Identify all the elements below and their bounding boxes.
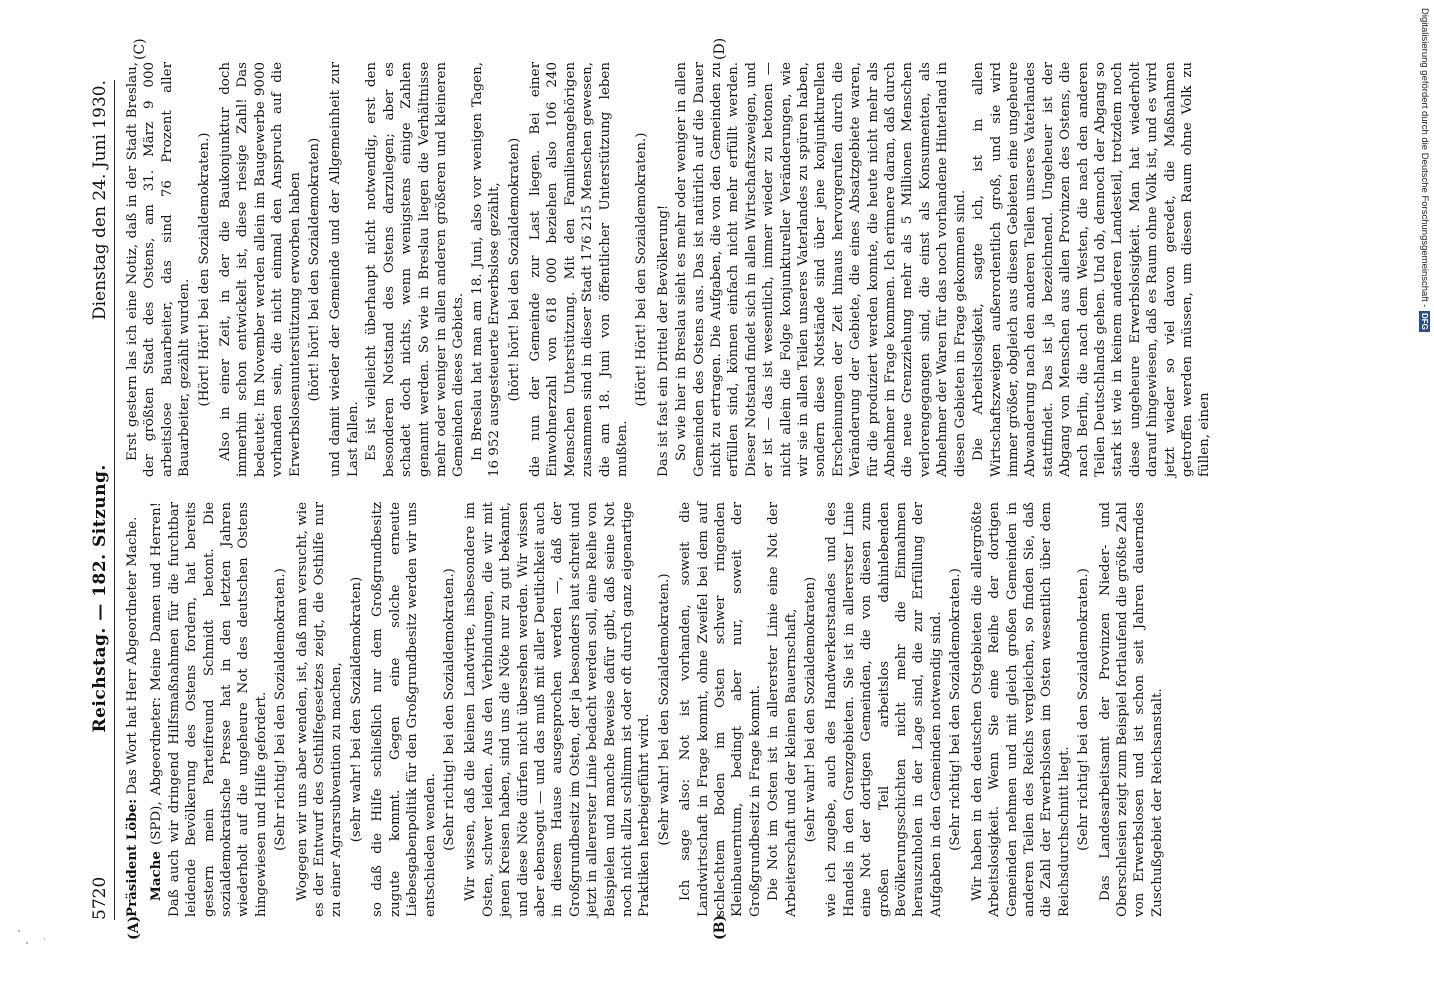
paragraph — [469, 62, 504, 477]
session-title: Reichstag. — 182. Sitzung. — [90, 464, 110, 733]
interjection — [196, 62, 213, 477]
paragraph — [765, 502, 800, 917]
paragraph-text: (sehr wahr! bei den Sozialdemokraten) — [348, 576, 364, 843]
interjection — [441, 502, 458, 917]
paragraph — [217, 62, 304, 477]
interjection — [272, 502, 289, 917]
paragraph-text: (Sehr richtig! bei den Sozialdemokraten.) — [441, 568, 457, 851]
paragraph-text: (SPD), Abgeordneter: Meine Damen und Herren! Daß auch wir dringend Hilfsmaßnahmen für die furchtbar leidende Bevölkerung des Ostens fordern, hat bereits gestern mein Parteifreund Schmidt betont. Die sozialdemokratische Presse hat in den letzten Jahren wiederholt auf die ungeheure Not des deutschen Ostens hingewiesen und Hilfe gefordert. — [149, 502, 269, 917]
speaker-name: Mache — [148, 851, 165, 901]
paragraph — [363, 62, 467, 477]
paragraph-text: Das Wort hat Herr Abgeordneter Mache. — [125, 516, 140, 799]
interjection — [802, 502, 819, 917]
paragraph-text: (Hört! Hört! bei den Sozialdemokraten.) — [196, 132, 212, 407]
paragraph — [970, 62, 1214, 477]
paragraph-text: Wogegen wir uns aber wenden, ist, daß man versucht, wie es der Entwurf des Osthilfegesetzes zeigt, die Osthilfe nur zu einer Agrarsubvention zu machen, — [294, 502, 345, 917]
paragraph — [969, 502, 1073, 917]
interjection — [348, 502, 365, 917]
paragraph-text: (sehr wahr! bei den Sozialdemokraten) — [803, 576, 819, 843]
interjection — [947, 502, 964, 917]
paragraph-text: Erst gestern las ich eine Notiz, daß in der Stadt Breslau, der größten Stadt des Ostens, am 31. März 9 000 arbeitslose Bauarbeiter, das sind 76 Prozent aller Bauarbeiter, gezählt wurden. — [125, 62, 193, 477]
paragraph-text: So wie hier in Breslau sieht es mehr oder weniger in allen Gemeinden des Ostens aus. Das ist natürlich auf die Dauer nicht zu ertragen. Die Aufgaben, die von den Gemeinden zu erfüllen sind, können einfach nicht mehr erfüllt werden. Dieser Notstand findet sich in allen Wirtschaftszweigen, und er ist — das ist wesentlich, immer wieder zu betonen — nicht allein die Folge konjunktureller Veränderungen, wie wir sie in allen Teilen unseres Vaterlandes zu spüren haben, sondern diese Notstände sind über jene konjunkturellen Erscheinungen der Zeit hinaus hervorgerufen durch die Veränderung der Gebiete, die eines Absatzgebiete waren, für die produziert werden konnte, die heute nicht mehr als Abnehmer in Frage kommen. Ich erinnere daran, daß durch die neue Grenzziehung mehr als 5 Millionen Menschen verlorengegangen sind, die einst als Konsumenten, als Abnehmer der Waren für das noch vorhandene Hinterland in diesen Gebieten in Frage gekommen sind. — [674, 62, 968, 477]
paragraph — [462, 502, 653, 917]
paragraph — [369, 502, 439, 917]
paragraph-text: so daß die Hilfe schließlich nur dem Großgrundbesitz zugute kommt. Gegen eine solche erneute Liebesgabenpolitik für den Großgrundbesitz werden wir uns entschieden wenden. — [370, 502, 438, 917]
page-header — [86, 80, 115, 920]
paragraph — [148, 502, 270, 917]
scan-speck — [44, 938, 45, 940]
paragraph-text: Es ist vielleicht überhaupt nicht notwendig, erst den besonderen Notstand des Ostens darzulegen; aber es schadet doch nichts, wenn wenigstens einige Zahlen genannt werden. So wie in Breslau liegen die Verhältnisse mehr oder weniger in allen anderen größeren und kleineren Gemeinden dieses Gebiets. — [364, 62, 467, 477]
paragraph-text: Die Arbeitslosigkeit, sagte ich, ist in allen Wirtschaftszweigen außerordentlich groß, und sie wird immer größer, obgleich aus diesen Gebieten eine ungeheure Abwanderung nach den anderen Teilen unseres Vaterlandes stattfindet. Das ist ja bezeichnend. Ungeheuer ist der Abgang von Menschen aus allen Provinzen des Ostens, die nach Berlin, die nach dem Westen, die nach den anderen Teilen Deutschlands gehen. Und ob, dennoch der Abgang so stark ist wie in keinem anderen Landesteil, trotzdem noch diese ungeheure Erwerbslosigkeit. Man hat wiederholt darauf hingewiesen, daß es Raum ohne Volk ist, und es wird jetzt wieder so viel davon geredet, die Maßnahmen getroffen werden müssen, um diesen Raum ohne Volk zu füllen, einen — [971, 62, 1213, 477]
dfg-logo: DFG — [1420, 313, 1429, 331]
paragraph-text: In Breslau hat man am 18. Juni, also vor wenigen Tagen, 16 952 ausgesteuerte Erwerbslose gezählt, — [469, 62, 503, 477]
paragraph-text: Das ist fast ein Drittel der Bevölkerung! — [655, 204, 671, 477]
paragraph — [124, 62, 194, 477]
credit-text: Digitalisierung gefördert durch die Deutsche Forschungsgemeinschaft - — [1419, 8, 1430, 308]
paragraph-text: Die Not im Osten ist in allererster Linie eine Not der Arbeiterschaft und der kleinen Bauernschaft, — [766, 502, 799, 917]
right-text-column — [124, 62, 1215, 477]
paragraph-text: Ich sage also: Not ist vorhanden, soweit die Landwirtschaft in Frage kommt, ohne Zweifel bei dem auf schlechtem Boden im Osten schwer ringenden Kleinbauerntum, bedingt aber nur, soweit der Großgrundbesitz in Frage kommt. — [678, 502, 763, 917]
paragraph — [673, 62, 969, 477]
paragraph — [294, 502, 346, 917]
paragraph-text: die nun der Gemeinde zur Last liegen. Bei einer Einwohnerzahl von 618 000 beziehen also 106 240 Menschen Unterstützung. Mit den Familienangehörigen zusammen sind in dieser Stadt 176 215 Menschen gewesen, die am 18. Juni von öffentlicher Unterstützung leben mußten. — [527, 62, 630, 477]
paragraph-text: Wir haben in den deutschen Ostgebieten die allergrößte Arbeitslosigkeit. Wenn Sie eine Reihe der dortigen Gemeinden nehmen und mit gleich großen Gemeinden in anderen Teilen des Reichs vergleichen, so finden Sie, daß die Zahl der Erwerbslosen im Osten wesentlich über dem Reichsdurchschnitt liegt. — [969, 502, 1072, 917]
paragraph — [1097, 502, 1167, 917]
paragraph-text: (Sehr wahr! bei den Sozialdemokraten.) — [656, 573, 672, 846]
paragraph-text: Das Landesarbeitsamt der Provinzen Nieder- und Oberschlesien zeigt zum Beispiel fortlaufend die größte Zahl von Erwerbslosen und ist schon seit Jahren dauerndes Zuschußgebiet der Reichsanstalt. — [1097, 502, 1165, 917]
paragraph — [327, 62, 362, 477]
paragraph — [655, 62, 672, 477]
left-text-column — [124, 502, 1167, 917]
interjection — [656, 502, 673, 917]
scan-speck — [18, 930, 20, 932]
paragraph-text: wie ich zugebe, auch des Handwerkerstandes und des Handels in den Grenzgebieten. Sie ist in allererster Linie eine Not der dortigen Gemeinden, die von diesen zum großen Teil arbeitslos dahinlebenden Bevölkerungsschichten nicht mehr die Einnahmen herauszuholen in der Lage sind, die zur Erfüllung der Aufgaben in den Gemeinden notwendig sind. — [824, 502, 944, 917]
page-number: 5720 — [90, 876, 110, 920]
paragraph-text: Also in einer Zeit, in der die Baukonjunktur doch immerhin schon entwickelt ist, diese riesige Zahl! Das bedeutet: Im November werden allein im Baugewerbe 9000 vorhanden sein, die nicht einmal den Anspruch auf die Erwerbslosenunterstützung erworben haben — [218, 62, 303, 477]
paragraph — [124, 502, 141, 917]
margin-marker-c: (C) — [132, 38, 148, 60]
paragraph — [527, 62, 631, 477]
paragraph-text: (hört! hört! bei den Sozialdemokraten) — [506, 137, 522, 402]
session-date: Dienstag den 24. Juni 1930. — [90, 80, 110, 321]
paragraph-text: und damit wieder der Gemeinde und der Allgemeinheit zur Last fallen. — [328, 62, 361, 477]
margin-marker-a: (A) — [126, 915, 142, 940]
digitization-credit — [1419, 8, 1430, 332]
interjection — [506, 62, 523, 477]
paragraph-text: (Sehr richtig! bei den Sozialdemokraten.) — [948, 568, 964, 851]
paragraph — [677, 502, 764, 917]
paragraph-text: Wir wissen, daß die kleinen Landwirte, insbesondere im Osten, schwer leiden. Aus den Verbindungen, die wir mit jenen Kreisen haben, sind uns die Nöte nur zu gut bekannt, und diese Nöte dürfen nicht übersehen werden. Wir wissen aber ebensogut — und das muß mit aller Deutlichkeit auch in diesem Hause ausgesprochen werden —, daß der Großgrundbesitz im Osten, der ja besonders laut schreit und jetzt in allererster Linie bedacht werden soll, eine Reihe von Beispielen und manche Beweise dafür gibt, daß seine Not noch nicht allzu schlimm ist oder oft durch ganz eigenartige Praktiken herbeigeführt wird. — [463, 502, 653, 917]
paragraph — [823, 502, 945, 917]
scan-speck — [26, 942, 28, 944]
interjection — [306, 62, 323, 477]
margin-marker-b: (B) — [712, 914, 728, 940]
paragraph-text: (Hört! Hört! bei den Sozialdemokraten.) — [634, 132, 650, 407]
paragraph-text: (Sehr richtig! bei den Sozialdemokraten.) — [273, 568, 289, 851]
paragraph-text: (hört! hört! bei den Sozialdemokraten) — [307, 137, 323, 402]
interjection — [1075, 502, 1092, 917]
margin-marker-d: (D) — [712, 37, 728, 60]
paragraph-text: (Sehr richtig! bei den Sozialdemokraten.) — [1076, 568, 1092, 851]
speaker-name: Präsident Löbe: — [124, 798, 140, 917]
interjection — [633, 62, 650, 477]
